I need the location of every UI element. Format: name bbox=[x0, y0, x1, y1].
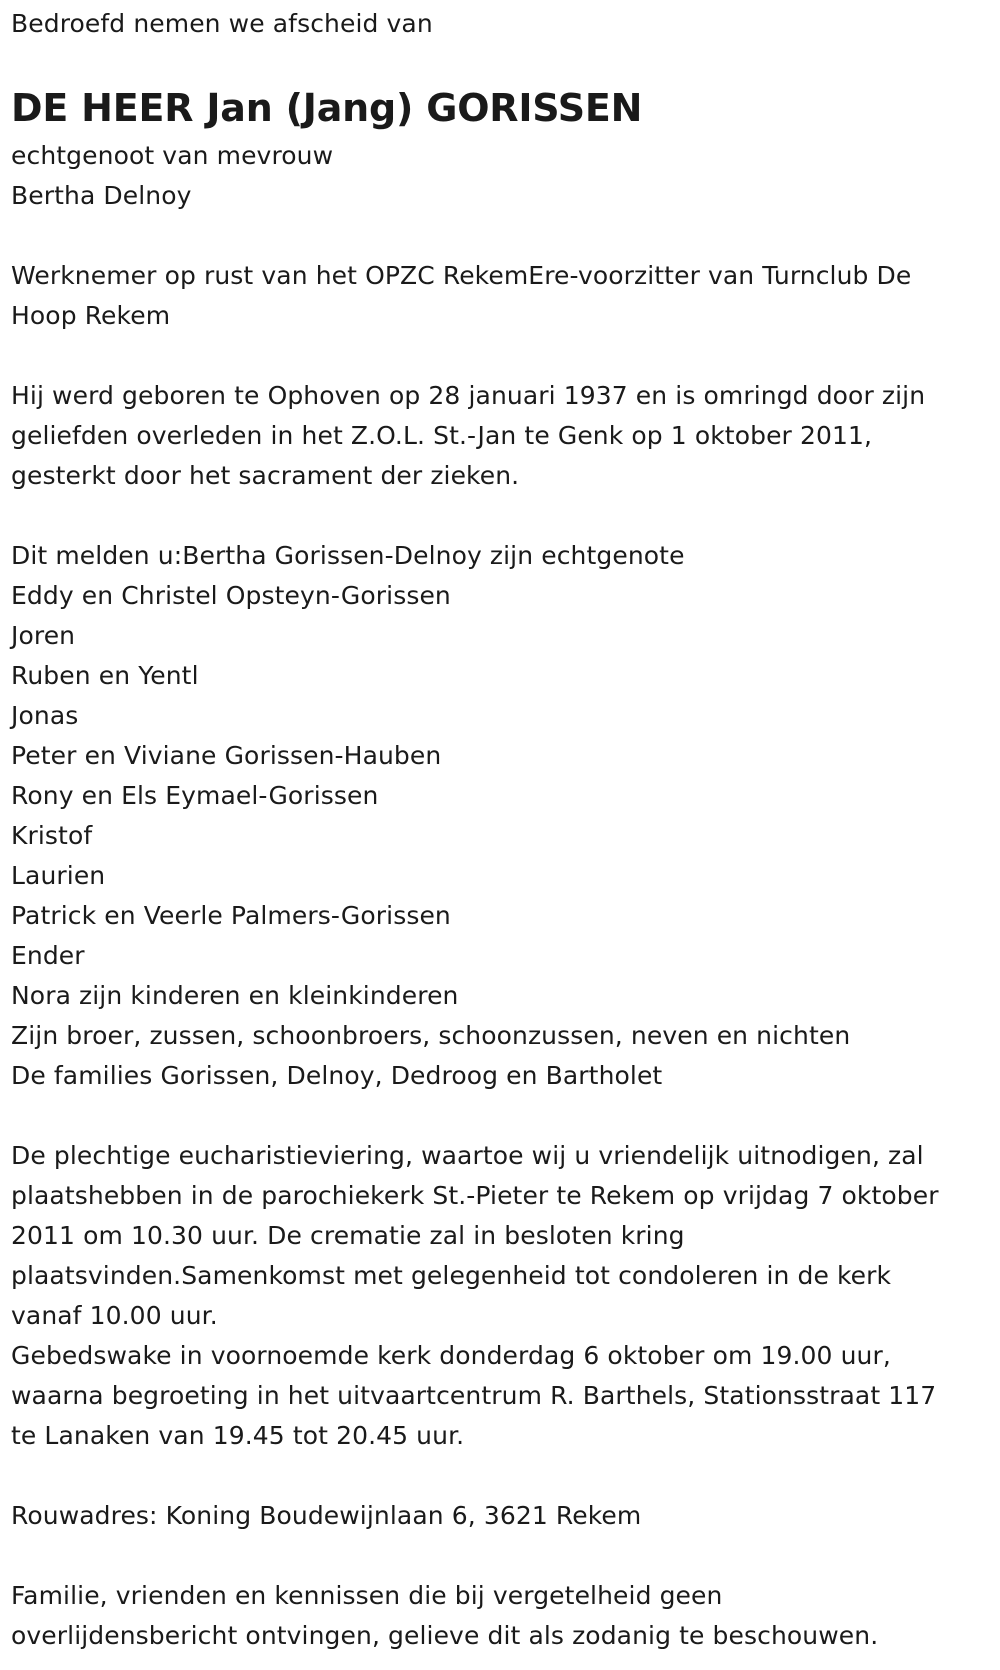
intro-line: Bedroefd nemen we afscheid van bbox=[11, 9, 433, 38]
ceremony-line: plaatshebben in de parochiekerk St.-Pieter te Rekem op vrijdag 7 oktober bbox=[11, 1181, 939, 1210]
spouse-block bbox=[11, 136, 991, 216]
family-line: Zijn broer, zussen, schoonbroers, schoonzussen, neven en nichten bbox=[11, 1021, 851, 1050]
birth-death-line: Hij werd geboren te Ophoven op 28 januari 1937 en is omringd door zijn bbox=[11, 381, 926, 410]
family-line: Ender bbox=[11, 941, 85, 970]
birth-death-line: gesterkt door het sacrament der zieken. bbox=[11, 461, 520, 490]
family-line: Patrick en Veerle Palmers-Gorissen bbox=[11, 901, 451, 930]
ceremony-line: Gebedswake in voornoemde kerk donderdag 6 oktober om 19.00 uur, bbox=[11, 1341, 891, 1370]
occupation-line: Hoop Rekem bbox=[11, 301, 171, 330]
closing-line: overlijdensbericht ontvingen, gelieve dit als zodanig te beschouwen. bbox=[11, 1621, 879, 1650]
birth-death-line: geliefden overleden in het Z.O.L. St.-Jan te Genk op 1 oktober 2011, bbox=[11, 421, 873, 450]
family-line: Nora zijn kinderen en kleinkinderen bbox=[11, 981, 459, 1010]
closing-line: Familie, vrienden en kennissen die bij vergetelheid geen bbox=[11, 1581, 723, 1610]
paragraph-gap bbox=[11, 1536, 991, 1576]
family-line: Dit melden u:Bertha Gorissen-Delnoy zijn echtgenote bbox=[11, 541, 685, 570]
family-line: Kristof bbox=[11, 821, 93, 850]
paragraph-gap bbox=[11, 216, 991, 256]
deceased-name: DE HEER Jan (Jang) GORISSEN bbox=[11, 86, 643, 130]
ceremony-line: waarna begroeting in het uitvaartcentrum R. Barthels, Stationsstraat 117 bbox=[11, 1381, 937, 1410]
family-line: De families Gorissen, Delnoy, Dedroog en Bartholet bbox=[11, 1061, 663, 1090]
spouse-line: Bertha Delnoy bbox=[11, 181, 192, 210]
occupation-block bbox=[11, 256, 991, 336]
family-line: Jonas bbox=[11, 701, 79, 730]
family-line: Ruben en Yentl bbox=[11, 661, 199, 690]
closing-block bbox=[11, 1576, 991, 1656]
family-line: Joren bbox=[11, 621, 76, 650]
paragraph-gap bbox=[11, 496, 991, 536]
ceremony-line: plaatsvinden.Samenkomst met gelegenheid tot condoleren in de kerk bbox=[11, 1261, 892, 1290]
family-block bbox=[11, 536, 991, 1096]
ceremony-block bbox=[11, 1136, 991, 1456]
family-line: Eddy en Christel Opsteyn-Gorissen bbox=[11, 581, 451, 610]
birth-death-block bbox=[11, 376, 991, 496]
paragraph-gap bbox=[11, 1096, 991, 1136]
ceremony-line: vanaf 10.00 uur. bbox=[11, 1301, 218, 1330]
family-line: Peter en Viviane Gorissen-Hauben bbox=[11, 741, 442, 770]
family-line: Rony en Els Eymael-Gorissen bbox=[11, 781, 379, 810]
ceremony-line: 2011 om 10.30 uur. De crematie zal in besloten kring bbox=[11, 1221, 685, 1250]
mourning-address: Rouwadres: Koning Boudewijnlaan 6, 3621 Rekem bbox=[11, 1501, 642, 1530]
paragraph-gap bbox=[11, 1456, 991, 1496]
paragraph-gap bbox=[11, 336, 991, 376]
obituary-notice bbox=[11, 0, 991, 1656]
ceremony-line: te Lanaken van 19.45 tot 20.45 uur. bbox=[11, 1421, 465, 1450]
ceremony-line: De plechtige eucharistieviering, waartoe wij u vriendelijk uitnodigen, zal bbox=[11, 1141, 924, 1170]
family-line: Laurien bbox=[11, 861, 106, 890]
occupation-line: Werknemer op rust van het OPZC RekemEre-voorzitter van Turnclub De bbox=[11, 261, 912, 290]
spouse-line: echtgenoot van mevrouw bbox=[11, 141, 334, 170]
